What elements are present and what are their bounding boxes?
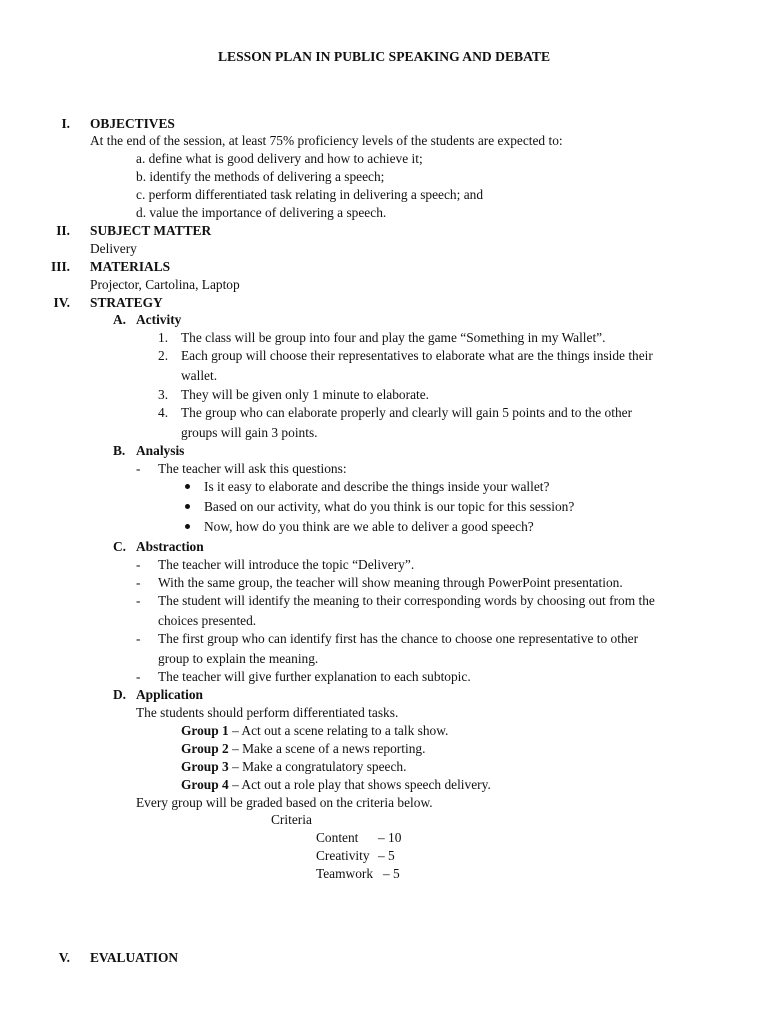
abstraction-item-continuation: choices presented.	[158, 613, 257, 628]
group-task-line	[181, 722, 448, 740]
activity-item-continuation: wallet.	[181, 368, 218, 383]
activity-item-number: 4.	[158, 405, 169, 420]
analysis-dash-item: The teacher will ask this questions:	[158, 461, 347, 476]
activity-item-number: 2.	[158, 348, 169, 363]
group-name: Group 1	[181, 723, 229, 738]
subsection-heading-abstraction: Abstraction	[136, 539, 204, 554]
section-heading-materials: MATERIALS	[90, 259, 171, 274]
activity-item-text: The class will be group into four and play the game “Something in my Wallet”.	[181, 330, 606, 345]
section-heading-strategy: STRATEGY	[90, 295, 163, 310]
section-numeral-objectives: I.	[61, 116, 70, 131]
section-numeral-subject-matter: II.	[56, 223, 70, 238]
group-task: – Make a scene of a news reporting.	[228, 741, 426, 756]
criteria-name: Creativity	[316, 848, 370, 863]
bullet-icon	[185, 524, 190, 529]
group-task: – Make a congratulatory speech.	[228, 759, 407, 774]
section-heading-evaluation: EVALUATION	[90, 950, 179, 965]
abstraction-item: The teacher will introduce the topic “Delivery”.	[158, 557, 415, 572]
group-name: Group 2	[181, 741, 229, 756]
dash-marker: -	[136, 557, 141, 572]
section-heading-subject-matter: SUBJECT MATTER	[90, 223, 212, 238]
abstraction-item: The first group who can identify first has the chance to choose one representative to other	[158, 631, 639, 646]
objective-item: c. perform differentiated task relating in delivering a speech; and	[136, 187, 484, 202]
group-task: – Act out a role play that shows speech delivery.	[228, 777, 491, 792]
criteria-points: – 10	[378, 830, 402, 845]
dash-marker: -	[136, 593, 141, 608]
criteria-name: Content	[316, 830, 359, 845]
bullet-icon	[185, 504, 190, 509]
group-task-line	[181, 776, 491, 794]
document-title: LESSON PLAN IN PUBLIC SPEAKING AND DEBATE	[217, 49, 551, 64]
subsection-heading-activity: Activity	[136, 312, 182, 327]
grading-note: Every group will be graded based on the criteria below.	[136, 795, 433, 810]
section-numeral-materials: III.	[51, 259, 70, 274]
criteria-heading: Criteria	[271, 812, 312, 827]
dash-marker: -	[136, 575, 141, 590]
materials-text: Projector, Cartolina, Laptop	[90, 277, 240, 292]
criteria-points: – 5	[383, 866, 400, 881]
group-name: Group 4	[181, 777, 229, 792]
activity-item-text: The group who can elaborate properly and clearly will gain 5 points and to the other	[181, 405, 633, 420]
dash-marker: -	[136, 461, 141, 476]
analysis-bullet-item: Is it easy to elaborate and describe the things inside your wallet?	[204, 479, 550, 494]
section-numeral-strategy: IV.	[53, 295, 70, 310]
abstraction-item: The teacher will give further explanation to each subtopic.	[158, 669, 471, 684]
abstraction-item: The student will identify the meaning to their corresponding words by choosing out from the	[158, 593, 655, 608]
criteria-name: Teamwork	[316, 866, 374, 881]
subsection-label-analysis: B.	[113, 443, 126, 458]
activity-item-text: They will be given only 1 minute to elaborate.	[181, 387, 430, 402]
activity-item-number: 1.	[158, 330, 169, 345]
group-task-line	[181, 758, 406, 776]
bullet-icon	[185, 484, 190, 489]
group-task-line	[181, 740, 425, 758]
group-task: – Act out a scene relating to a talk show.	[228, 723, 449, 738]
section-numeral-evaluation: V.	[58, 950, 70, 965]
subsection-label-activity: A.	[113, 312, 127, 327]
criteria-points: – 5	[378, 848, 395, 863]
objective-item: d. value the importance of delivering a speech.	[136, 205, 387, 220]
objective-item: a. define what is good delivery and how to achieve it;	[136, 151, 423, 166]
abstraction-item: With the same group, the teacher will show meaning through PowerPoint presentation.	[158, 575, 623, 590]
objectives-intro: At the end of the session, at least 75% proficiency levels of the students are expected to:	[90, 133, 563, 148]
objective-item: b. identify the methods of delivering a speech;	[136, 169, 385, 184]
activity-item-continuation: groups will gain 3 points.	[181, 425, 318, 440]
abstraction-item-continuation: group to explain the meaning.	[158, 651, 319, 666]
activity-item-text: Each group will choose their representatives to elaborate what are the things inside their	[181, 348, 653, 363]
application-intro: The students should perform differentiated tasks.	[136, 705, 399, 720]
subsection-label-application: D.	[113, 687, 127, 702]
dash-marker: -	[136, 669, 141, 684]
subsection-heading-analysis: Analysis	[136, 443, 185, 458]
subject-matter-text: Delivery	[90, 241, 137, 256]
activity-item-number: 3.	[158, 387, 169, 402]
group-name: Group 3	[181, 759, 229, 774]
dash-marker: -	[136, 631, 141, 646]
subsection-label-abstraction: C.	[113, 539, 127, 554]
subsection-heading-application: Application	[136, 687, 203, 702]
analysis-bullet-item: Now, how do you think are we able to deliver a good speech?	[204, 519, 534, 534]
section-heading-objectives: OBJECTIVES	[90, 116, 175, 131]
analysis-bullet-item: Based on our activity, what do you think is our topic for this session?	[204, 499, 575, 514]
